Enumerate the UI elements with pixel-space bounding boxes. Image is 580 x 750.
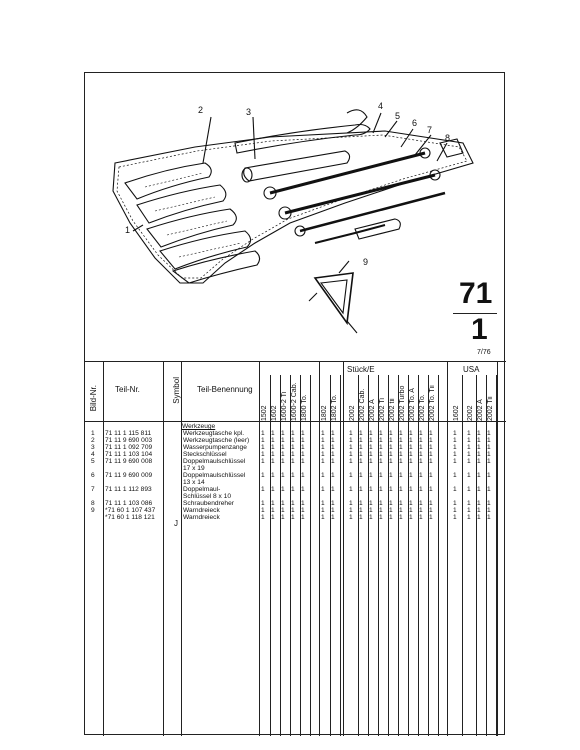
qty-cell: 1 bbox=[291, 437, 295, 444]
qty-cell: 1 bbox=[321, 500, 325, 507]
qty-cell: 1 bbox=[271, 430, 275, 437]
qty-cell: 1 bbox=[419, 500, 423, 507]
row-teil-nr: 71 11 9 690 009 bbox=[105, 472, 153, 479]
qty-cell: 1 bbox=[349, 472, 353, 479]
row-benennung: Schraubendreher bbox=[183, 500, 234, 507]
qty-cell: 1 bbox=[399, 437, 403, 444]
qty-cell: 1 bbox=[359, 451, 363, 458]
model-column-header: 1502 bbox=[261, 405, 268, 421]
model-column-header: 1802 To. bbox=[331, 394, 338, 421]
qty-cell: 1 bbox=[261, 451, 265, 458]
model-column-header: 1602 bbox=[453, 405, 460, 421]
header-bild-nr: Bild-Nr. bbox=[89, 385, 98, 412]
qty-cell: 1 bbox=[379, 430, 383, 437]
table-column-rule bbox=[447, 361, 448, 736]
qty-cell: 1 bbox=[399, 507, 403, 514]
qty-cell: 1 bbox=[359, 507, 363, 514]
qty-cell: 1 bbox=[487, 507, 491, 514]
qty-cell: 1 bbox=[389, 514, 393, 521]
qty-cell: 1 bbox=[487, 486, 491, 493]
qty-cell: 1 bbox=[271, 500, 275, 507]
qty-cell: 1 bbox=[389, 430, 393, 437]
qty-cell: 1 bbox=[281, 430, 285, 437]
row-benennung: Warndreieck bbox=[183, 507, 220, 514]
row-bild-nr: 6 bbox=[91, 472, 95, 479]
qty-cell: 1 bbox=[369, 458, 373, 465]
qty-cell: 1 bbox=[419, 430, 423, 437]
qty-cell: 1 bbox=[331, 500, 335, 507]
qty-cell: 1 bbox=[477, 451, 481, 458]
qty-cell: 1 bbox=[301, 472, 305, 479]
qty-cell: 1 bbox=[453, 437, 457, 444]
header-usa: USA bbox=[463, 365, 480, 374]
qty-cell: 1 bbox=[281, 514, 285, 521]
row-teil-nr: 71 11 1 103 086 bbox=[105, 500, 153, 507]
qty-cell: 1 bbox=[419, 486, 423, 493]
qty-cell: 1 bbox=[477, 500, 481, 507]
qty-cell: 1 bbox=[321, 430, 325, 437]
header-stueck: Stück/E bbox=[347, 365, 375, 374]
qty-cell: 1 bbox=[477, 486, 481, 493]
qty-cell: 1 bbox=[409, 472, 413, 479]
qty-cell: 1 bbox=[331, 458, 335, 465]
table-column-rule bbox=[496, 375, 497, 736]
qty-cell: 1 bbox=[389, 500, 393, 507]
row-benennung-2: 13 x 14 bbox=[183, 479, 205, 486]
qty-cell: 1 bbox=[359, 486, 363, 493]
table-column-rule bbox=[319, 361, 320, 736]
qty-cell: 1 bbox=[369, 500, 373, 507]
qty-cell: 1 bbox=[379, 472, 383, 479]
row-benennung: Steckschlüssel bbox=[183, 451, 227, 458]
qty-cell: 1 bbox=[261, 507, 265, 514]
callout-3: 3 bbox=[246, 107, 252, 117]
qty-cell: 1 bbox=[409, 458, 413, 465]
qty-cell: 1 bbox=[349, 514, 353, 521]
qty-cell: 1 bbox=[389, 486, 393, 493]
model-column-header: 2002 A bbox=[369, 399, 376, 421]
qty-cell: 1 bbox=[331, 444, 335, 451]
qty-cell: 1 bbox=[331, 472, 335, 479]
qty-cell: 1 bbox=[429, 444, 433, 451]
qty-cell: 1 bbox=[399, 500, 403, 507]
row-teil-nr: 71 11 1 115 811 bbox=[105, 430, 152, 437]
table-column-rule bbox=[462, 375, 463, 736]
qty-cell: 1 bbox=[409, 514, 413, 521]
qty-cell: 1 bbox=[467, 430, 471, 437]
qty-cell: 1 bbox=[419, 458, 423, 465]
qty-cell: 1 bbox=[349, 507, 353, 514]
qty-cell: 1 bbox=[321, 458, 325, 465]
row-bild-nr: 5 bbox=[91, 458, 95, 465]
section-title: Werkzeuge bbox=[182, 423, 216, 430]
qty-cell: 1 bbox=[281, 444, 285, 451]
qty-cell: 1 bbox=[331, 514, 335, 521]
row-benennung-2: 17 x 19 bbox=[183, 465, 205, 472]
qty-cell: 1 bbox=[291, 507, 295, 514]
qty-cell: 1 bbox=[369, 472, 373, 479]
qty-cell: 1 bbox=[477, 472, 481, 479]
row-benennung: Werkzeugtasche (leer) bbox=[183, 437, 250, 444]
qty-cell: 1 bbox=[369, 430, 373, 437]
model-column-header: 2002 Turbo bbox=[399, 385, 406, 421]
qty-cell: 1 bbox=[261, 458, 265, 465]
qty-cell: 1 bbox=[487, 451, 491, 458]
qty-cell: 1 bbox=[409, 444, 413, 451]
header-benennung: Teil-Benennung bbox=[197, 385, 253, 394]
table-column-rule bbox=[340, 375, 341, 736]
table-header-rule bbox=[85, 421, 506, 422]
row-bild-nr: 7 bbox=[91, 486, 95, 493]
qty-cell: 1 bbox=[419, 472, 423, 479]
qty-cell: 1 bbox=[261, 500, 265, 507]
qty-cell: 1 bbox=[261, 472, 265, 479]
group-number: 71 bbox=[459, 277, 493, 310]
qty-cell: 1 bbox=[419, 444, 423, 451]
row-bild-nr: 3 bbox=[91, 444, 95, 451]
model-column-header: 2002 tii bbox=[389, 398, 396, 421]
qty-cell: 1 bbox=[281, 472, 285, 479]
qty-cell: 1 bbox=[399, 444, 403, 451]
qty-cell: 1 bbox=[477, 458, 481, 465]
qty-cell: 1 bbox=[291, 472, 295, 479]
qty-cell: 1 bbox=[331, 486, 335, 493]
qty-cell: 1 bbox=[321, 472, 325, 479]
qty-cell: 1 bbox=[379, 486, 383, 493]
model-column-header: 2002 Ti bbox=[379, 398, 386, 421]
callout-9: 9 bbox=[363, 257, 369, 267]
qty-cell: 1 bbox=[369, 451, 373, 458]
table-column-rule bbox=[343, 361, 344, 736]
model-column-header: 1602 bbox=[271, 405, 278, 421]
table-top-rule bbox=[85, 361, 506, 362]
qty-cell: 1 bbox=[453, 451, 457, 458]
qty-cell: 1 bbox=[467, 507, 471, 514]
qty-cell: 1 bbox=[419, 514, 423, 521]
qty-cell: 1 bbox=[321, 507, 325, 514]
row-bild-nr: 2 bbox=[91, 437, 95, 444]
row-bild-nr: 1 bbox=[91, 430, 95, 437]
qty-cell: 1 bbox=[487, 458, 491, 465]
qty-cell: 1 bbox=[477, 507, 481, 514]
qty-cell: 1 bbox=[301, 500, 305, 507]
callout-7: 7 bbox=[427, 125, 433, 135]
qty-cell: 1 bbox=[281, 500, 285, 507]
qty-cell: 1 bbox=[271, 437, 275, 444]
qty-cell: 1 bbox=[419, 451, 423, 458]
qty-cell: 1 bbox=[359, 458, 363, 465]
qty-cell: 1 bbox=[409, 507, 413, 514]
qty-cell: 1 bbox=[389, 437, 393, 444]
qty-cell: 1 bbox=[467, 500, 471, 507]
qty-cell: 1 bbox=[359, 437, 363, 444]
table-column-rule bbox=[103, 361, 104, 736]
qty-cell: 1 bbox=[399, 514, 403, 521]
qty-cell: 1 bbox=[281, 451, 285, 458]
qty-cell: 1 bbox=[331, 507, 335, 514]
qty-cell: 1 bbox=[467, 444, 471, 451]
table-column-rule bbox=[259, 361, 260, 736]
symbol-mark: J bbox=[174, 519, 178, 528]
row-teil-nr: 71 11 9 690 008 bbox=[105, 458, 153, 465]
qty-cell: 1 bbox=[359, 500, 363, 507]
qty-cell: 1 bbox=[261, 486, 265, 493]
qty-cell: 1 bbox=[369, 507, 373, 514]
qty-cell: 1 bbox=[291, 451, 295, 458]
qty-cell: 1 bbox=[399, 458, 403, 465]
qty-cell: 1 bbox=[379, 500, 383, 507]
qty-cell: 1 bbox=[301, 507, 305, 514]
qty-cell: 1 bbox=[291, 458, 295, 465]
row-teil-nr: 71 11 1 103 104 bbox=[105, 451, 153, 458]
qty-cell: 1 bbox=[359, 430, 363, 437]
qty-cell: 1 bbox=[453, 472, 457, 479]
qty-cell: 1 bbox=[453, 507, 457, 514]
qty-cell: 1 bbox=[487, 514, 491, 521]
table-column-rule bbox=[497, 361, 498, 736]
qty-cell: 1 bbox=[467, 451, 471, 458]
qty-cell: 1 bbox=[429, 430, 433, 437]
qty-cell: 1 bbox=[379, 514, 383, 521]
row-teil-nr: 71 11 1 092 709 bbox=[105, 444, 153, 451]
qty-cell: 1 bbox=[301, 458, 305, 465]
qty-cell: 1 bbox=[271, 486, 275, 493]
qty-cell: 1 bbox=[467, 437, 471, 444]
callout-4: 4 bbox=[378, 101, 384, 111]
qty-cell: 1 bbox=[379, 507, 383, 514]
qty-cell: 1 bbox=[477, 437, 481, 444]
qty-cell: 1 bbox=[321, 451, 325, 458]
qty-cell: 1 bbox=[301, 437, 305, 444]
qty-cell: 1 bbox=[301, 444, 305, 451]
qty-cell: 1 bbox=[331, 430, 335, 437]
qty-cell: 1 bbox=[477, 514, 481, 521]
table-column-rule bbox=[310, 375, 311, 736]
row-benennung-2: Schlüssel 8 x 10 bbox=[183, 493, 232, 500]
qty-cell: 1 bbox=[453, 458, 457, 465]
model-column-header: 1600-2 Cab. bbox=[291, 382, 298, 421]
row-benennung: Doppelmaul- bbox=[183, 486, 221, 493]
qty-cell: 1 bbox=[369, 514, 373, 521]
tool-roll-illustration bbox=[85, 73, 506, 363]
qty-cell: 1 bbox=[429, 451, 433, 458]
qty-cell: 1 bbox=[429, 500, 433, 507]
model-column-header: 2002 Cab. bbox=[359, 388, 366, 421]
qty-cell: 1 bbox=[379, 458, 383, 465]
qty-cell: 1 bbox=[301, 486, 305, 493]
catalog-page-frame bbox=[84, 72, 505, 735]
qty-cell: 1 bbox=[349, 430, 353, 437]
table-column-rule bbox=[163, 361, 164, 736]
qty-cell: 1 bbox=[429, 437, 433, 444]
qty-cell: 1 bbox=[291, 500, 295, 507]
qty-cell: 1 bbox=[271, 507, 275, 514]
callout-1: 1 bbox=[125, 225, 131, 235]
qty-cell: 1 bbox=[453, 500, 457, 507]
callout-2: 2 bbox=[198, 105, 204, 115]
qty-cell: 1 bbox=[301, 514, 305, 521]
model-column-header: 2002 bbox=[349, 405, 356, 421]
qty-cell: 1 bbox=[453, 430, 457, 437]
table-column-rule bbox=[181, 361, 182, 736]
qty-cell: 1 bbox=[291, 430, 295, 437]
model-column-header: 1802 bbox=[321, 405, 328, 421]
row-benennung: Werkzeugtasche kpl. bbox=[183, 430, 245, 437]
qty-cell: 1 bbox=[331, 437, 335, 444]
subgroup-number: 1 bbox=[471, 313, 488, 346]
qty-cell: 1 bbox=[487, 437, 491, 444]
qty-cell: 1 bbox=[487, 444, 491, 451]
qty-cell: 1 bbox=[321, 514, 325, 521]
qty-cell: 1 bbox=[271, 472, 275, 479]
qty-cell: 1 bbox=[409, 430, 413, 437]
qty-cell: 1 bbox=[321, 444, 325, 451]
qty-cell: 1 bbox=[389, 458, 393, 465]
qty-cell: 1 bbox=[487, 430, 491, 437]
row-benennung: Doppelmaulschlüssel bbox=[183, 472, 246, 479]
model-column-header: 2002 A bbox=[477, 399, 484, 421]
issue-date: 7/76 bbox=[477, 349, 491, 356]
qty-cell: 1 bbox=[453, 514, 457, 521]
qty-cell: 1 bbox=[349, 444, 353, 451]
qty-cell: 1 bbox=[281, 437, 285, 444]
qty-cell: 1 bbox=[291, 514, 295, 521]
qty-cell: 1 bbox=[321, 437, 325, 444]
model-column-header: 1600-2 Ti bbox=[281, 391, 288, 421]
qty-cell: 1 bbox=[359, 514, 363, 521]
qty-cell: 1 bbox=[261, 514, 265, 521]
qty-cell: 1 bbox=[389, 472, 393, 479]
row-teil-nr: *71 60 1 118 121 bbox=[105, 514, 155, 521]
qty-cell: 1 bbox=[389, 444, 393, 451]
table-column-rule bbox=[438, 375, 439, 736]
row-teil-nr: 71 11 9 690 003 bbox=[105, 437, 153, 444]
row-teil-nr: *71 60 1 107 437 bbox=[105, 507, 156, 514]
qty-cell: 1 bbox=[369, 444, 373, 451]
qty-cell: 1 bbox=[429, 507, 433, 514]
qty-cell: 1 bbox=[419, 507, 423, 514]
qty-cell: 1 bbox=[389, 507, 393, 514]
qty-cell: 1 bbox=[321, 486, 325, 493]
qty-cell: 1 bbox=[291, 444, 295, 451]
qty-cell: 1 bbox=[409, 437, 413, 444]
qty-cell: 1 bbox=[467, 486, 471, 493]
qty-cell: 1 bbox=[379, 444, 383, 451]
row-benennung: Wasserpumpenzange bbox=[183, 444, 247, 451]
qty-cell: 1 bbox=[271, 444, 275, 451]
model-column-header: 2002 bbox=[467, 405, 474, 421]
qty-cell: 1 bbox=[281, 458, 285, 465]
row-bild-nr: 8 bbox=[91, 500, 95, 507]
qty-cell: 1 bbox=[477, 430, 481, 437]
qty-cell: 1 bbox=[409, 451, 413, 458]
qty-cell: 1 bbox=[271, 514, 275, 521]
qty-cell: 1 bbox=[399, 486, 403, 493]
qty-cell: 1 bbox=[369, 437, 373, 444]
qty-cell: 1 bbox=[379, 451, 383, 458]
qty-cell: 1 bbox=[349, 451, 353, 458]
qty-cell: 1 bbox=[429, 514, 433, 521]
row-benennung: Doppelmaulschlüssel bbox=[183, 458, 246, 465]
qty-cell: 1 bbox=[429, 472, 433, 479]
model-column-header: 2002 To. bbox=[419, 394, 426, 421]
row-benennung: Warndreieck bbox=[183, 514, 220, 521]
callout-6: 6 bbox=[412, 118, 418, 128]
model-column-header: 2002 To. Tii bbox=[429, 385, 436, 421]
qty-cell: 1 bbox=[477, 444, 481, 451]
row-bild-nr: 4 bbox=[91, 451, 95, 458]
qty-cell: 1 bbox=[301, 451, 305, 458]
qty-cell: 1 bbox=[379, 437, 383, 444]
qty-cell: 1 bbox=[261, 430, 265, 437]
qty-cell: 1 bbox=[271, 458, 275, 465]
qty-cell: 1 bbox=[281, 486, 285, 493]
qty-cell: 1 bbox=[291, 486, 295, 493]
qty-cell: 1 bbox=[487, 500, 491, 507]
qty-cell: 1 bbox=[399, 430, 403, 437]
qty-cell: 1 bbox=[453, 486, 457, 493]
qty-cell: 1 bbox=[261, 437, 265, 444]
callout-5: 5 bbox=[395, 111, 401, 121]
qty-cell: 1 bbox=[467, 458, 471, 465]
qty-cell: 1 bbox=[301, 430, 305, 437]
qty-cell: 1 bbox=[389, 451, 393, 458]
qty-cell: 1 bbox=[467, 472, 471, 479]
qty-cell: 1 bbox=[429, 458, 433, 465]
qty-cell: 1 bbox=[409, 500, 413, 507]
qty-cell: 1 bbox=[359, 472, 363, 479]
qty-cell: 1 bbox=[409, 486, 413, 493]
qty-cell: 1 bbox=[349, 486, 353, 493]
qty-cell: 1 bbox=[349, 437, 353, 444]
qty-cell: 1 bbox=[429, 486, 433, 493]
qty-cell: 1 bbox=[419, 437, 423, 444]
header-teil-nr: Teil-Nr. bbox=[115, 385, 140, 394]
callout-8: 8 bbox=[445, 133, 451, 143]
qty-cell: 1 bbox=[261, 444, 265, 451]
qty-cell: 1 bbox=[467, 514, 471, 521]
row-bild-nr: 9 bbox=[91, 507, 95, 514]
qty-cell: 1 bbox=[349, 458, 353, 465]
header-symbol: Symbol bbox=[172, 377, 181, 404]
qty-cell: 1 bbox=[349, 500, 353, 507]
model-column-header: 2002 Tii bbox=[487, 396, 494, 421]
qty-cell: 1 bbox=[281, 507, 285, 514]
model-column-header: 1800 To. bbox=[301, 394, 308, 421]
qty-cell: 1 bbox=[399, 451, 403, 458]
qty-cell: 1 bbox=[331, 451, 335, 458]
qty-cell: 1 bbox=[271, 451, 275, 458]
qty-cell: 1 bbox=[359, 444, 363, 451]
row-teil-nr: 71 11 1 112 893 bbox=[105, 486, 152, 493]
qty-cell: 1 bbox=[369, 486, 373, 493]
qty-cell: 1 bbox=[399, 472, 403, 479]
qty-cell: 1 bbox=[453, 444, 457, 451]
qty-cell: 1 bbox=[487, 472, 491, 479]
model-column-header: 2002 To. A bbox=[409, 388, 416, 421]
